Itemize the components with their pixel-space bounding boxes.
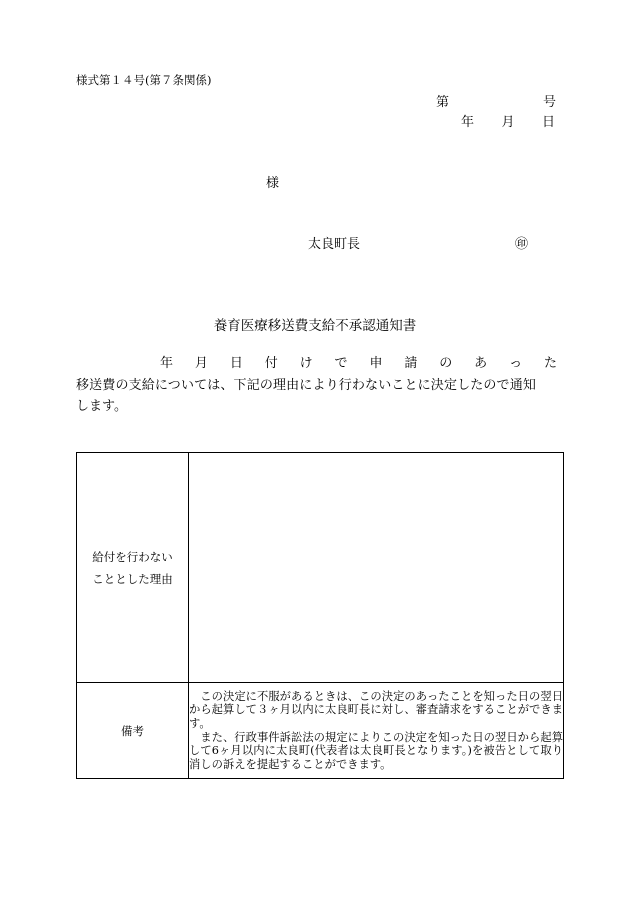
body-char: 月	[194, 356, 208, 371]
body-char: 請	[404, 356, 418, 371]
reason-label-line-2: こととした理由	[92, 571, 173, 586]
reason-value-cell	[189, 453, 564, 683]
reason-row	[77, 453, 564, 683]
date-day: 日	[541, 115, 555, 130]
reason-label	[77, 453, 189, 683]
body-line-1	[160, 352, 557, 371]
body-char: 申	[369, 356, 383, 371]
body-char: 年	[160, 356, 174, 371]
date-year: 年	[461, 115, 475, 130]
reason-label-line-1: 給付を行わない	[92, 549, 173, 564]
document-number-prefix: 第	[436, 95, 450, 110]
body-char: あ	[474, 356, 488, 371]
document-number	[436, 91, 556, 110]
body-char: っ	[509, 356, 523, 371]
remarks-paragraph-1: この決定に不服があるときは、この決定のあったことを知った日の翌日から起算して３ヶ月以内に太良町長に対し、審査請求をすることができます。	[189, 689, 563, 730]
remarks-label: 備考	[77, 683, 189, 779]
issue-date	[461, 111, 555, 130]
addressee-honorific: 様	[266, 176, 280, 191]
notice-table	[76, 452, 564, 779]
body-line-3: します。	[76, 399, 127, 414]
sender-name: 太良町長	[308, 237, 361, 252]
remarks-paragraph-2: また、行政事件訴訟法の規定によりこの決定を知った日の翌日から起算して6ヶ月以内に太良町(代表者は太良町長となります。)を被告として取り消しの訴えを提起することができます。	[189, 730, 563, 771]
document-number-suffix: 号	[542, 95, 556, 110]
remarks-row	[77, 683, 564, 779]
body-char: で	[334, 356, 348, 371]
body-char: の	[439, 356, 453, 371]
document-title: 養育医療移送費支給不承認通知書	[213, 318, 417, 334]
body-char: た	[543, 356, 557, 371]
date-month: 月	[501, 115, 515, 130]
body-char: 日	[229, 356, 243, 371]
body-char: 付	[264, 356, 278, 371]
body-line-2: 移送費の支給については、下記の理由により行わないことに決定したので通知	[76, 378, 536, 393]
seal-mark: ㊞	[515, 237, 529, 252]
body-char: け	[299, 356, 313, 371]
form-number: 様式第１４号(第７条関係)	[76, 73, 212, 87]
remarks-text	[189, 683, 564, 779]
